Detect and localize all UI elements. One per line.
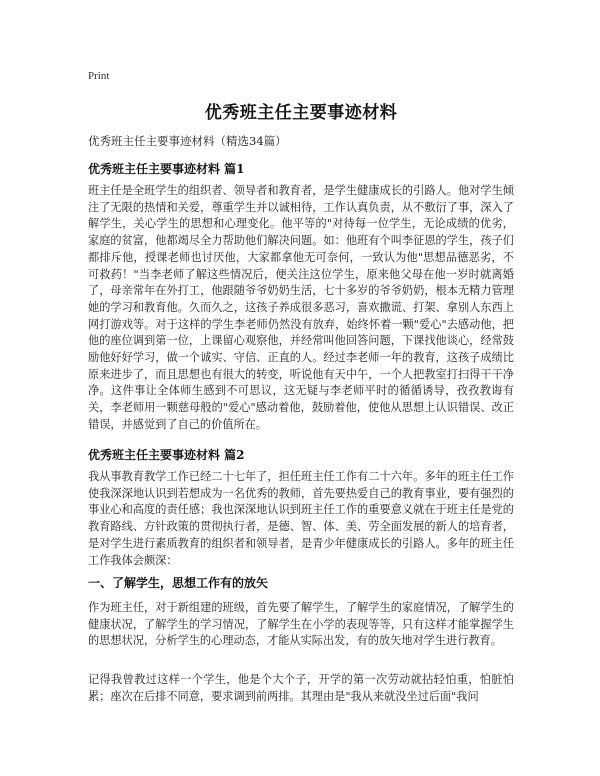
section-paragraph-2: 我从事教育教学工作已经二十七年了，担任班主任工作有二十六年。多年的班主任工作使我深深地认识到若想成为一名优秀的教师，首先要热爱自己的教育事业，要有强烈的事业心和高度的责任感；我也深深地认识到班主任工作的重要意义就在于班主任是党的教育路线、方针政策的贯彻执行者，是德、智、体、美、劳全面发展的新人的培育者，是对学生进行素质教育的组织者和领导者，是青少年健康成长的引路人。多年的班主任工作我体会颇深： [88, 470, 514, 567]
section-heading-1: 优秀班主任主要事迹材料 篇1 [88, 162, 245, 176]
subsection-heading: 一、了解学生，思想工作有的放矢 [88, 576, 269, 590]
subsection-paragraph-1: 作为班主任，对于新组建的班级，首先要了解学生，了解学生的家庭情况，了解学生的健康状况，了解学生的学习情况，了解学生在小学的表现等等，只有这样才能掌握学生的思想状况，分析学生的心理动态，才能从实际出发，有的放矢地对学生进行教育。 [88, 601, 514, 648]
section-heading-2: 优秀班主任主要事迹材料 篇2 [88, 448, 245, 462]
subsection-paragraph-2: 记得我曾教过这样一个学生，他是个大个子，开学的第一次劳动就拈轻怕重，怕脏怕累；座次在后排不同意，要求调到前两排。其理由是"我从来就没坐过后面"我问 [88, 673, 514, 703]
print-link[interactable]: Print [88, 70, 110, 82]
document-subtitle: 优秀班主任主要事迹材料（精选34篇） [88, 134, 287, 148]
page-title: 优秀班主任主要事迹材料 [204, 103, 398, 123]
section-paragraph-1: 班主任是全班学生的组织者、领导者和教育者，是学生健康成长的引路人。他对学生倾注了无限的热情和关爱，尊重学生并以诚相待，工作认真负责，从不敷衍了事，深入了解学生，关心学生的思想和心理变化。他平等的"对待每一位学生，无论成绩的优劣，家庭的贫富，他都竭尽全力帮助他们解决问题。如：他班有个叫李征恩的学生，孩子们都排斥他，授课老师也讨厌他，大家都拿他无可奈何，一致认为他"思想品德恶劣，不可救药！"当李老师了解这些情况后，便关注这位学生，原来他父母在他一岁时就离婚了，母亲常年在外打工，他跟随爷爷奶奶生活，七十多岁的爷爷奶奶，根本无精力管理她的学习和教育他。久而久之，这孩子养成很多恶习，喜欢撒谎、打架、拿别人东西上网打游戏等。对于这样的学生李老师仍然没有放弃，始终怀着一颗"爱心"去感动他，把他的座位调到第一位，上课留心观察他，并经常叫他回答问题，下课找他谈心，经常鼓励他好好学习，做一个诚实、守信、正直的人。经过李老师一年的教育，这孩子成绩比原来进步了，而且思想也有很大的转变，听说他有天中午，一个人把教室打扫得干干净净。这件事让全体师生感到不可思议，这无疑与李老师平时的循循诱导，孜孜教诲有关，李老师用一颗慈母般的"爱心"感动着他，鼓励着他，使他从思想上认识错误、改正错误，并感觉到了自己的价值所在。 [88, 184, 514, 431]
